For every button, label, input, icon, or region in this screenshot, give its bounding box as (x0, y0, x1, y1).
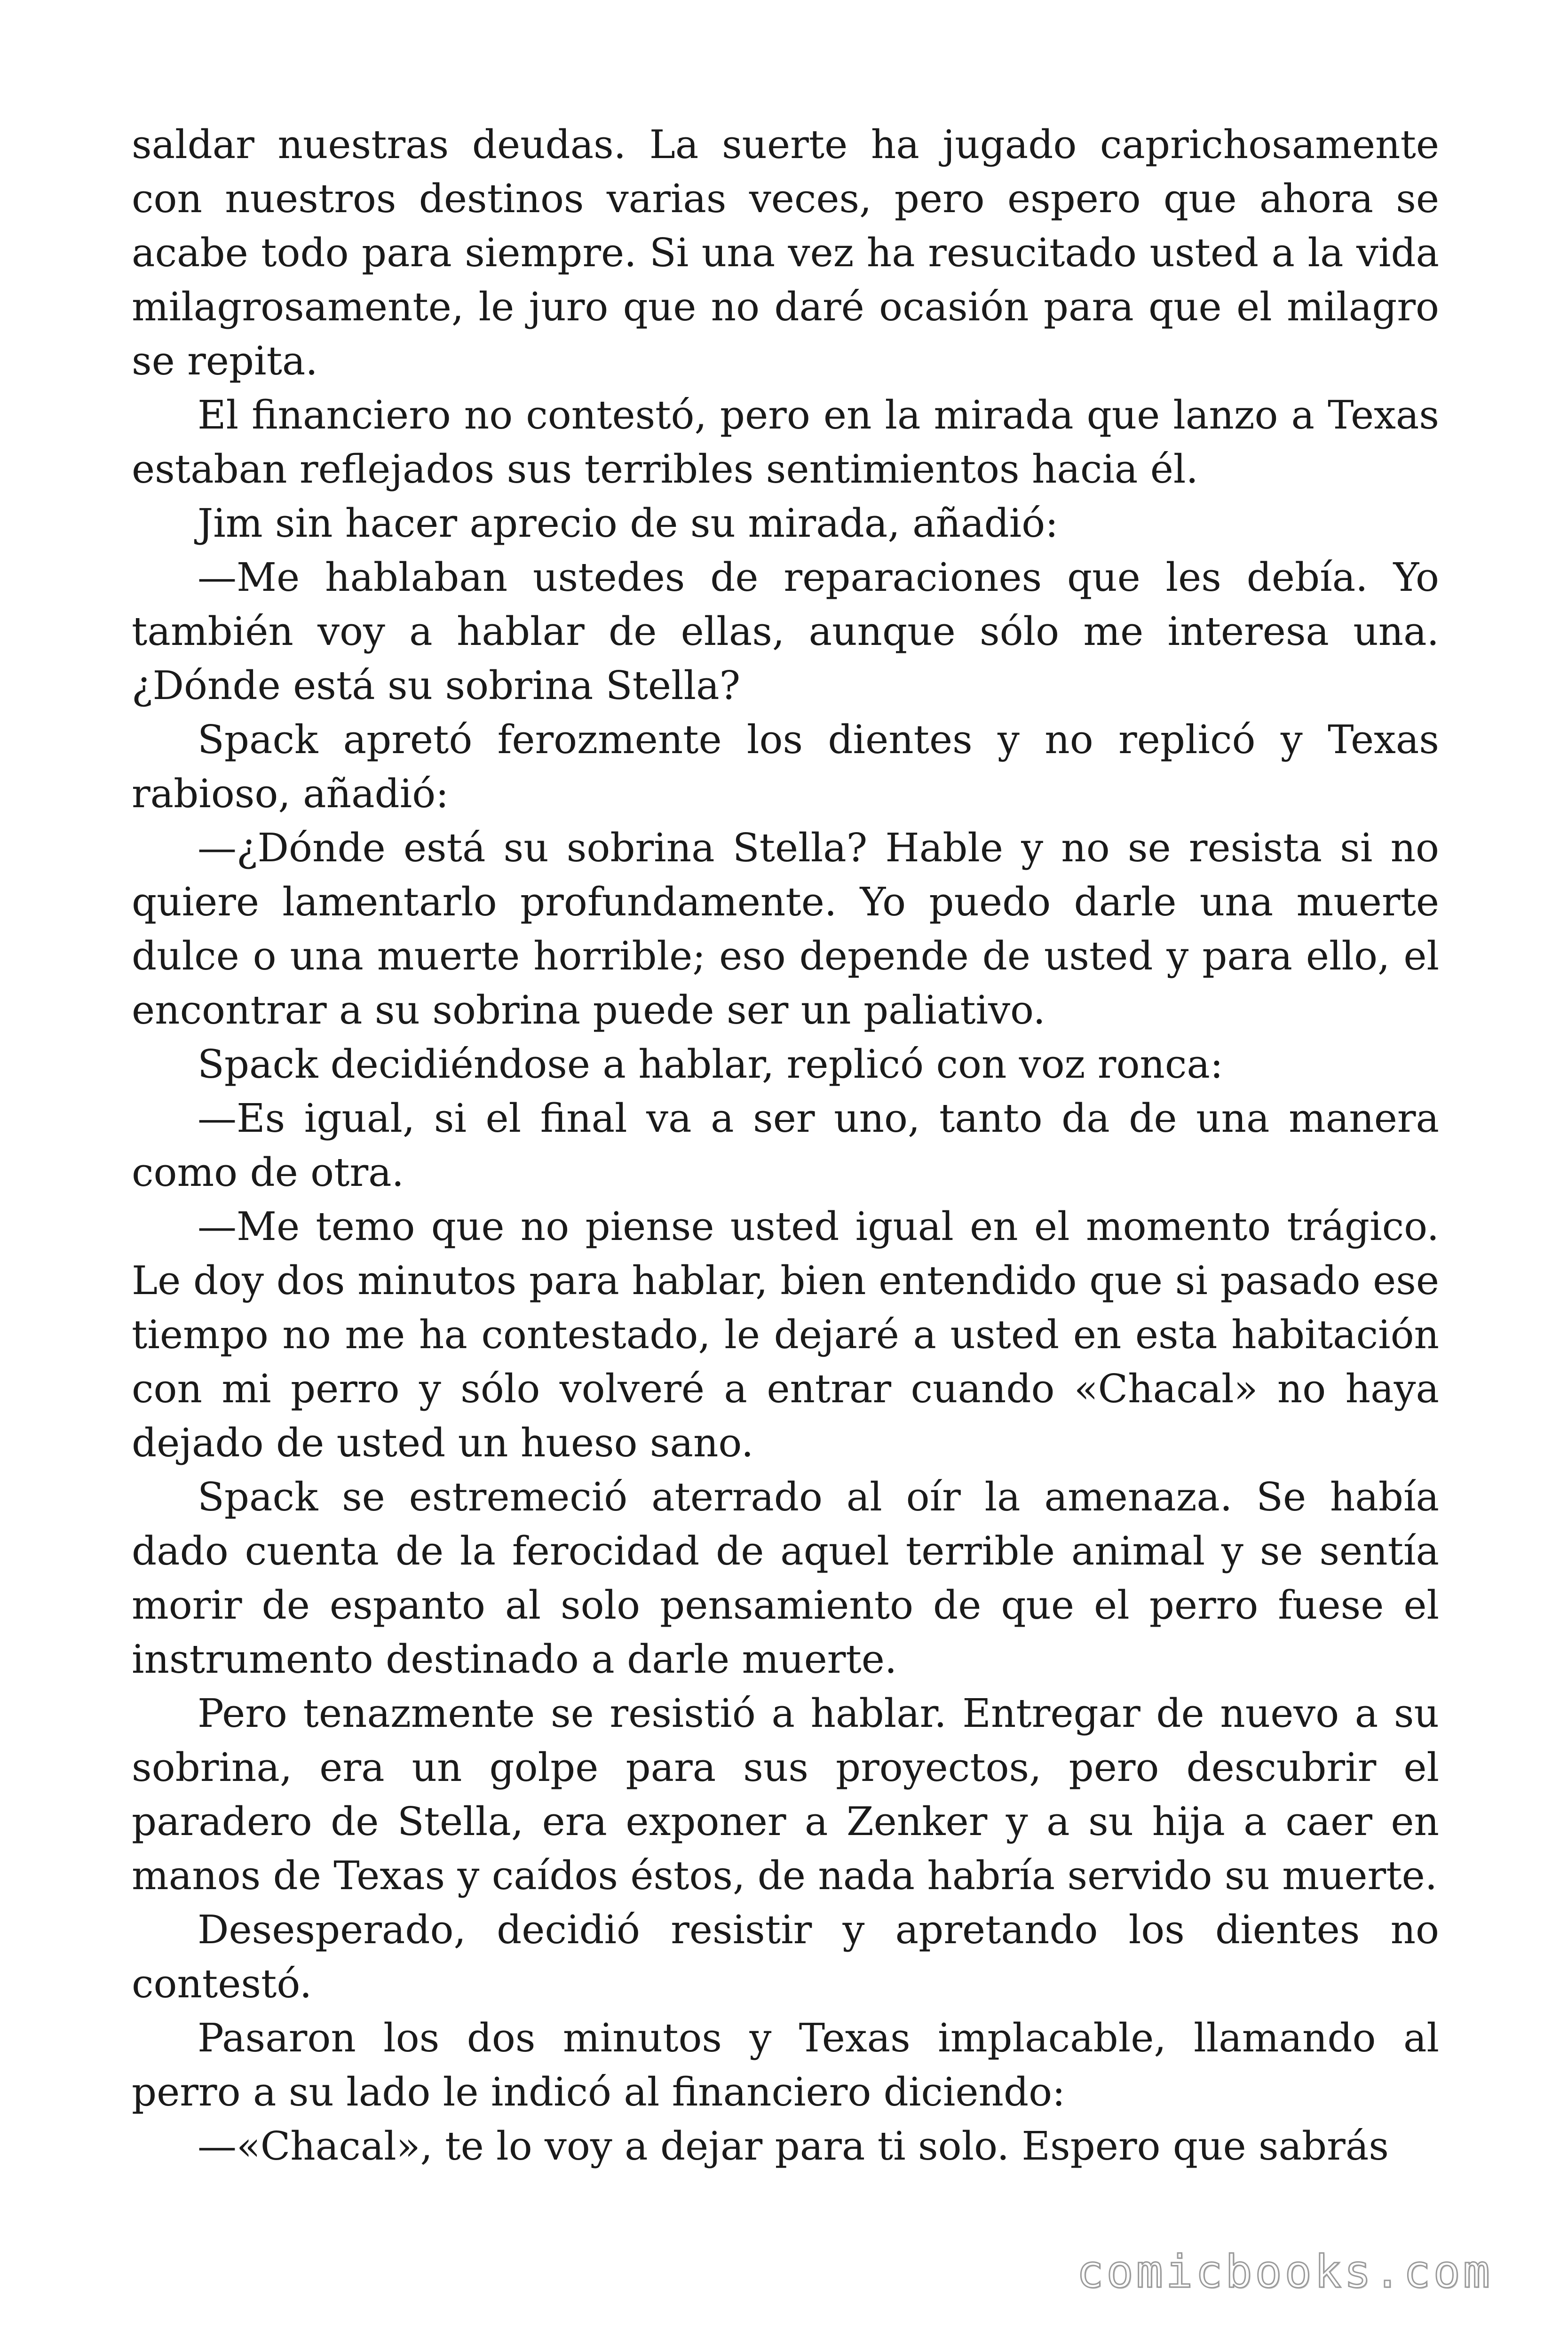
watermark: comicbooks.com (1077, 2246, 1493, 2298)
paragraph: Pasaron los dos minutos y Texas implacable, llamando al perro a su lado le indicó al financiero diciendo: (132, 2015, 1439, 2115)
paragraph-dialogue: —Me hablaban ustedes de reparaciones que les debía. Yo también voy a hablar de ellas, aunque sólo me interesa una. ¿Dónde está su sobrina Stella? (132, 555, 1439, 708)
paragraph: Spack apretó ferozmente los dientes y no replicó y Texas rabioso, añadió: (132, 717, 1439, 817)
paragraph: Desesperado, decidió resistir y apretando los dientes no contestó. (132, 1907, 1439, 2007)
paragraph: Spack se estremeció aterrado al oír la amenaza. Se había dado cuenta de la ferocidad de aquel terrible animal y se sentía morir de espanto al solo pensamiento de que el perro fuese el instrumento destinado a darle muerte. (132, 1474, 1439, 1682)
paragraph: El financiero no contestó, pero en la mirada que lanzo a Texas estaban reflejados sus terribles sentimientos hacia él. (132, 392, 1439, 492)
paragraph: Pero tenazmente se resistió a hablar. Entregar de nuevo a su sobrina, era un golpe para sus proyectos, pero descubrir el paradero de Stella, era exponer a Zenker y a su hija a caer en manos de Texas y caídos éstos, de nada habría servido su muerte. (132, 1691, 1439, 1899)
paragraph-continuation: saldar nuestras deudas. La suerte ha jugado caprichosamente con nuestros destinos varias veces, pero espero que ahora se acabe todo para siempre. Si una vez ha resucitado usted a la vida milagrosamente, le juro que no daré ocasión para que el milagro se repita. (132, 122, 1439, 384)
paragraph: Jim sin hacer aprecio de su mirada, añadió: (198, 501, 1059, 546)
paragraph-dialogue: —«Chacal», te lo voy a dejar para ti solo. Espero que sabrás (198, 2123, 1389, 2169)
paragraph-dialogue: —¿Dónde está su sobrina Stella? Hable y no se resista si no quiere lamentarlo profundamente. Yo puedo darle una muerte dulce o una muerte horrible; eso depende de usted y para ello, el encontrar a su sobrina puede ser un paliativo. (132, 825, 1439, 1033)
book-page-text (132, 118, 1439, 2173)
paragraph: Spack decidiéndose a hablar, replicó con voz ronca: (198, 1041, 1223, 1087)
paragraph-dialogue: —Es igual, si el final va a ser uno, tanto da de una manera como de otra. (132, 1096, 1439, 1195)
paragraph-dialogue: —Me temo que no piense usted igual en el momento trágico. Le doy dos minutos para hablar, bien entendido que si pasado ese tiempo no me ha contestado, le dejaré a usted en esta habitación con mi perro y sólo volveré a entrar cuando «Chacal» no haya dejado de usted un hueso sano. (132, 1204, 1439, 1466)
